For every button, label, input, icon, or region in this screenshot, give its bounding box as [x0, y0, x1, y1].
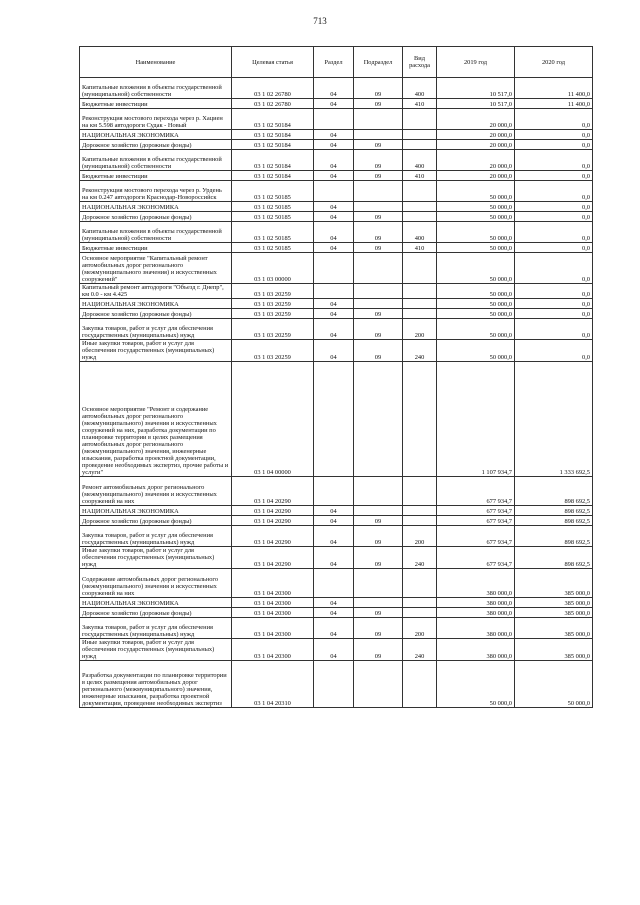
row-target-article: 03 1 03 20259	[232, 309, 314, 319]
row-2019: 50 000,0	[437, 319, 515, 340]
row-2019: 380 000,0	[437, 569, 515, 598]
row-name: НАЦИОНАЛЬНАЯ ЭКОНОМИКА	[80, 506, 232, 516]
row-2020: 0,0	[515, 243, 593, 253]
row-target-article: 03 1 04 20290	[232, 516, 314, 526]
row-subsection: 09	[354, 526, 403, 547]
table-header-row	[80, 47, 593, 78]
row-expense-type: 240	[403, 547, 437, 569]
row-expense-type	[403, 140, 437, 150]
row-2020: 0,0	[515, 319, 593, 340]
row-2020: 11 400,0	[515, 99, 593, 109]
row-subsection	[354, 362, 403, 477]
row-name: Дорожное хозяйство (дорожные фонды)	[80, 608, 232, 618]
row-target-article: 03 1 02 50184	[232, 109, 314, 130]
row-2019: 380 000,0	[437, 608, 515, 618]
row-expense-type: 410	[403, 243, 437, 253]
row-expense-type	[403, 516, 437, 526]
row-2020: 898 692,5	[515, 526, 593, 547]
row-2020: 385 000,0	[515, 618, 593, 639]
row-2020: 0,0	[515, 340, 593, 362]
row-section	[314, 661, 354, 708]
row-2020: 385 000,0	[515, 569, 593, 598]
row-target-article: 03 1 02 50184	[232, 130, 314, 140]
row-2019: 10 517,0	[437, 99, 515, 109]
table-row	[80, 608, 593, 618]
row-target-article: 03 1 03 20259	[232, 319, 314, 340]
row-2020: 0,0	[515, 284, 593, 299]
row-subsection	[354, 506, 403, 516]
row-name: Разработка документации по планировке территории в целях размещения автомобильных дорог регионального (межмуниципального) значения, инженерные изыскания, разработка проектной документации, проведение необходимых экспертиз	[80, 661, 232, 708]
table-row	[80, 181, 593, 202]
row-section: 04	[314, 526, 354, 547]
row-name: Содержание автомобильных дорог регионального (межмуниципального) значения и искусственных сооружений на них	[80, 569, 232, 598]
row-subsection	[354, 181, 403, 202]
row-target-article: 03 1 04 20290	[232, 526, 314, 547]
row-2020: 0,0	[515, 181, 593, 202]
row-section	[314, 569, 354, 598]
row-target-article: 03 1 02 26780	[232, 78, 314, 99]
table-row	[80, 547, 593, 569]
table-row	[80, 212, 593, 222]
row-name: Иные закупки товаров, работ и услуг для обеспечения государственных (муниципальных) нужд	[80, 547, 232, 569]
row-expense-type	[403, 202, 437, 212]
table-row	[80, 569, 593, 598]
row-section	[314, 284, 354, 299]
row-target-article: 03 1 03 20259	[232, 340, 314, 362]
row-target-article: 03 1 02 50185	[232, 181, 314, 202]
row-section: 04	[314, 140, 354, 150]
row-name: Ремонт автомобильных дорог регионального (межмуниципального) значения и искусственных сооружений на них	[80, 477, 232, 506]
row-2019: 50 000,0	[437, 212, 515, 222]
row-target-article: 03 1 03 20259	[232, 284, 314, 299]
row-name: Дорожное хозяйство (дорожные фонды)	[80, 212, 232, 222]
row-name: Закупка товаров, работ и услуг для обеспечения государственных (муниципальных) нужд	[80, 526, 232, 547]
table-row	[80, 150, 593, 171]
row-subsection: 09	[354, 340, 403, 362]
row-2020: 898 692,5	[515, 477, 593, 506]
row-section: 04	[314, 212, 354, 222]
row-2019: 50 000,0	[437, 299, 515, 309]
row-name: Реконструкция мостового перехода через р. Хациен на км 5.598 автодороги Судак - Новый	[80, 109, 232, 130]
row-subsection	[354, 202, 403, 212]
row-target-article: 03 1 02 50185	[232, 202, 314, 212]
row-2020: 0,0	[515, 299, 593, 309]
row-name: НАЦИОНАЛЬНАЯ ЭКОНОМИКА	[80, 202, 232, 212]
header-2020: 2020 год	[515, 47, 593, 78]
row-name: Иные закупки товаров, работ и услуг для обеспечения государственных (муниципальных) нужд	[80, 340, 232, 362]
row-target-article: 03 1 02 26780	[232, 99, 314, 109]
row-subsection: 09	[354, 171, 403, 181]
row-expense-type	[403, 212, 437, 222]
row-section	[314, 109, 354, 130]
row-name: НАЦИОНАЛЬНАЯ ЭКОНОМИКА	[80, 130, 232, 140]
row-target-article: 03 1 02 50185	[232, 212, 314, 222]
row-2020: 1 333 692,5	[515, 362, 593, 477]
row-section	[314, 181, 354, 202]
row-subsection: 09	[354, 243, 403, 253]
row-section	[314, 477, 354, 506]
row-section: 04	[314, 299, 354, 309]
row-2020: 385 000,0	[515, 598, 593, 608]
row-subsection	[354, 569, 403, 598]
row-subsection: 09	[354, 78, 403, 99]
row-subsection	[354, 477, 403, 506]
row-subsection: 09	[354, 516, 403, 526]
row-name: Дорожное хозяйство (дорожные фонды)	[80, 140, 232, 150]
row-2020: 50 000,0	[515, 661, 593, 708]
row-target-article: 03 1 04 20290	[232, 477, 314, 506]
table-row	[80, 516, 593, 526]
row-target-article: 03 1 02 50184	[232, 171, 314, 181]
table-row	[80, 362, 593, 477]
row-subsection: 09	[354, 99, 403, 109]
row-name: Капитальные вложения в объекты государственной (муниципальной) собственности	[80, 78, 232, 99]
table-row	[80, 526, 593, 547]
row-2020: 0,0	[515, 130, 593, 140]
row-name: Иные закупки товаров, работ и услуг для обеспечения государственных (муниципальных) нужд	[80, 639, 232, 661]
table-row	[80, 253, 593, 284]
row-section	[314, 253, 354, 284]
row-expense-type: 400	[403, 78, 437, 99]
row-subsection: 09	[354, 212, 403, 222]
row-target-article: 03 1 04 20300	[232, 569, 314, 598]
row-2020: 0,0	[515, 222, 593, 243]
row-target-article: 03 1 04 20290	[232, 547, 314, 569]
row-expense-type: 200	[403, 618, 437, 639]
table-row	[80, 477, 593, 506]
row-section: 04	[314, 547, 354, 569]
table-row	[80, 109, 593, 130]
row-section: 04	[314, 506, 354, 516]
row-section: 04	[314, 516, 354, 526]
header-expense-type: Вид расхода	[403, 47, 437, 78]
row-section: 04	[314, 130, 354, 140]
row-target-article: 03 1 04 00000	[232, 362, 314, 477]
row-target-article: 03 1 04 20300	[232, 618, 314, 639]
row-subsection: 09	[354, 547, 403, 569]
row-target-article: 03 1 04 20300	[232, 639, 314, 661]
row-2019: 50 000,0	[437, 661, 515, 708]
row-section: 04	[314, 618, 354, 639]
row-subsection	[354, 130, 403, 140]
table-row	[80, 506, 593, 516]
row-expense-type: 410	[403, 99, 437, 109]
table-row	[80, 171, 593, 181]
row-2020: 0,0	[515, 109, 593, 130]
row-expense-type	[403, 362, 437, 477]
row-2019: 50 000,0	[437, 253, 515, 284]
row-target-article: 03 1 04 20300	[232, 608, 314, 618]
row-2020: 898 692,5	[515, 547, 593, 569]
row-2019: 50 000,0	[437, 243, 515, 253]
row-2020: 0,0	[515, 202, 593, 212]
row-section: 04	[314, 222, 354, 243]
row-2019: 50 000,0	[437, 284, 515, 299]
row-expense-type	[403, 661, 437, 708]
table-row	[80, 340, 593, 362]
header-section: Раздел	[314, 47, 354, 78]
row-subsection: 09	[354, 309, 403, 319]
row-subsection: 09	[354, 150, 403, 171]
row-name: Закупка товаров, работ и услуг для обеспечения государственных (муниципальных) нужд	[80, 618, 232, 639]
header-2019: 2019 год	[437, 47, 515, 78]
row-target-article: 03 1 04 20310	[232, 661, 314, 708]
row-expense-type	[403, 506, 437, 516]
row-expense-type: 410	[403, 171, 437, 181]
row-subsection	[354, 598, 403, 608]
row-subsection: 09	[354, 140, 403, 150]
budget-table	[79, 46, 593, 708]
row-target-article: 03 1 04 20290	[232, 506, 314, 516]
row-2020: 385 000,0	[515, 608, 593, 618]
row-section: 04	[314, 319, 354, 340]
row-target-article: 03 1 02 50184	[232, 150, 314, 171]
page-number: 713	[313, 16, 327, 26]
row-expense-type	[403, 109, 437, 130]
table-row	[80, 639, 593, 661]
row-2020: 898 692,5	[515, 506, 593, 516]
row-subsection: 09	[354, 639, 403, 661]
row-2019: 20 000,0	[437, 109, 515, 130]
row-section: 04	[314, 78, 354, 99]
table-row	[80, 284, 593, 299]
header-subsection: Подраздел	[354, 47, 403, 78]
row-subsection: 09	[354, 608, 403, 618]
row-name: Дорожное хозяйство (дорожные фонды)	[80, 516, 232, 526]
table-row	[80, 99, 593, 109]
row-section: 04	[314, 150, 354, 171]
row-2019: 677 934,7	[437, 526, 515, 547]
row-name: Реконструкция мостового перехода через р. Урдень на км 0.247 автодороги Краснодар-Новороссийск	[80, 181, 232, 202]
row-section: 04	[314, 171, 354, 181]
row-section: 04	[314, 340, 354, 362]
table-body	[80, 78, 593, 708]
row-expense-type: 200	[403, 319, 437, 340]
row-expense-type	[403, 284, 437, 299]
row-expense-type: 240	[403, 639, 437, 661]
row-2020: 0,0	[515, 171, 593, 181]
row-expense-type	[403, 598, 437, 608]
row-expense-type	[403, 181, 437, 202]
table-row	[80, 130, 593, 140]
row-section: 04	[314, 243, 354, 253]
table-row	[80, 202, 593, 212]
table-row	[80, 140, 593, 150]
row-2019: 677 934,7	[437, 516, 515, 526]
row-name: Бюджетные инвестиции	[80, 243, 232, 253]
row-2019: 10 517,0	[437, 78, 515, 99]
row-2020: 385 000,0	[515, 639, 593, 661]
row-section: 04	[314, 99, 354, 109]
table-row	[80, 319, 593, 340]
row-target-article: 03 1 02 50184	[232, 140, 314, 150]
row-section: 04	[314, 309, 354, 319]
row-section: 04	[314, 202, 354, 212]
row-expense-type	[403, 477, 437, 506]
row-section: 04	[314, 598, 354, 608]
table-row	[80, 78, 593, 99]
table-row	[80, 222, 593, 243]
row-2019: 50 000,0	[437, 222, 515, 243]
row-2019: 50 000,0	[437, 202, 515, 212]
row-2019: 380 000,0	[437, 639, 515, 661]
row-2019: 20 000,0	[437, 140, 515, 150]
table-row	[80, 661, 593, 708]
row-2020: 0,0	[515, 309, 593, 319]
row-expense-type: 240	[403, 340, 437, 362]
row-2020: 0,0	[515, 253, 593, 284]
table-row	[80, 243, 593, 253]
table-row	[80, 598, 593, 608]
row-target-article: 03 1 03 20259	[232, 299, 314, 309]
header-name: Наименование	[80, 47, 232, 78]
row-2020: 11 400,0	[515, 78, 593, 99]
row-subsection: 09	[354, 222, 403, 243]
row-expense-type: 400	[403, 222, 437, 243]
row-name: Капитальные вложения в объекты государственной (муниципальной) собственности	[80, 150, 232, 171]
row-target-article: 03 1 02 50185	[232, 222, 314, 243]
row-section: 04	[314, 608, 354, 618]
row-2019: 1 107 934,7	[437, 362, 515, 477]
row-subsection	[354, 299, 403, 309]
row-name: НАЦИОНАЛЬНАЯ ЭКОНОМИКА	[80, 598, 232, 608]
row-2019: 380 000,0	[437, 598, 515, 608]
row-name: Основное мероприятие "Ремонт и содержание автомобильных дорог регионального (межмуниципального) значения и искусственных сооружений на них, разработка документации по планировке территории в целях размещения автомобильных дорог регионального (межмуниципального) значения, инженерные изыскания, разработка проектной документации, проведение необходимых экспертиз, прочие работы и услуги"	[80, 362, 232, 477]
row-2019: 677 934,7	[437, 547, 515, 569]
row-2020: 898 692,5	[515, 516, 593, 526]
row-target-article: 03 1 03 00000	[232, 253, 314, 284]
row-name: Основное мероприятие "Капитальный ремонт автомобильных дорог регионального (межмуниципального значения) и искусственных сооружений"	[80, 253, 232, 284]
header-target-article: Целевая статья	[232, 47, 314, 78]
row-2019: 677 934,7	[437, 477, 515, 506]
row-2019: 20 000,0	[437, 171, 515, 181]
row-2019: 50 000,0	[437, 181, 515, 202]
row-subsection	[354, 661, 403, 708]
row-name: Бюджетные инвестиции	[80, 171, 232, 181]
row-subsection: 09	[354, 319, 403, 340]
row-name: Капитальные вложения в объекты государственной (муниципальной) собственности	[80, 222, 232, 243]
row-expense-type	[403, 299, 437, 309]
row-expense-type	[403, 253, 437, 284]
row-subsection	[354, 109, 403, 130]
row-2019: 677 934,7	[437, 506, 515, 516]
row-name: НАЦИОНАЛЬНАЯ ЭКОНОМИКА	[80, 299, 232, 309]
row-subsection: 09	[354, 618, 403, 639]
row-expense-type	[403, 608, 437, 618]
row-name: Дорожное хозяйство (дорожные фонды)	[80, 309, 232, 319]
row-2019: 380 000,0	[437, 618, 515, 639]
row-expense-type	[403, 569, 437, 598]
row-2019: 50 000,0	[437, 340, 515, 362]
row-2020: 0,0	[515, 140, 593, 150]
row-2019: 20 000,0	[437, 130, 515, 140]
row-expense-type	[403, 309, 437, 319]
table-row	[80, 309, 593, 319]
row-target-article: 03 1 04 20300	[232, 598, 314, 608]
row-section: 04	[314, 639, 354, 661]
row-expense-type: 200	[403, 526, 437, 547]
row-section	[314, 362, 354, 477]
row-target-article: 03 1 02 50185	[232, 243, 314, 253]
row-2019: 50 000,0	[437, 309, 515, 319]
row-2020: 0,0	[515, 150, 593, 171]
row-2020: 0,0	[515, 212, 593, 222]
table-row	[80, 299, 593, 309]
row-name: Бюджетные инвестиции	[80, 99, 232, 109]
row-2019: 20 000,0	[437, 150, 515, 171]
row-name: Капитальный ремонт автодороги "Объезд г. Днепр", км 0.0 - км 4.425	[80, 284, 232, 299]
table-row	[80, 618, 593, 639]
row-name: Закупка товаров, работ и услуг для обеспечения государственных (муниципальных) нужд	[80, 319, 232, 340]
row-subsection	[354, 284, 403, 299]
row-subsection	[354, 253, 403, 284]
row-expense-type: 400	[403, 150, 437, 171]
row-expense-type	[403, 130, 437, 140]
